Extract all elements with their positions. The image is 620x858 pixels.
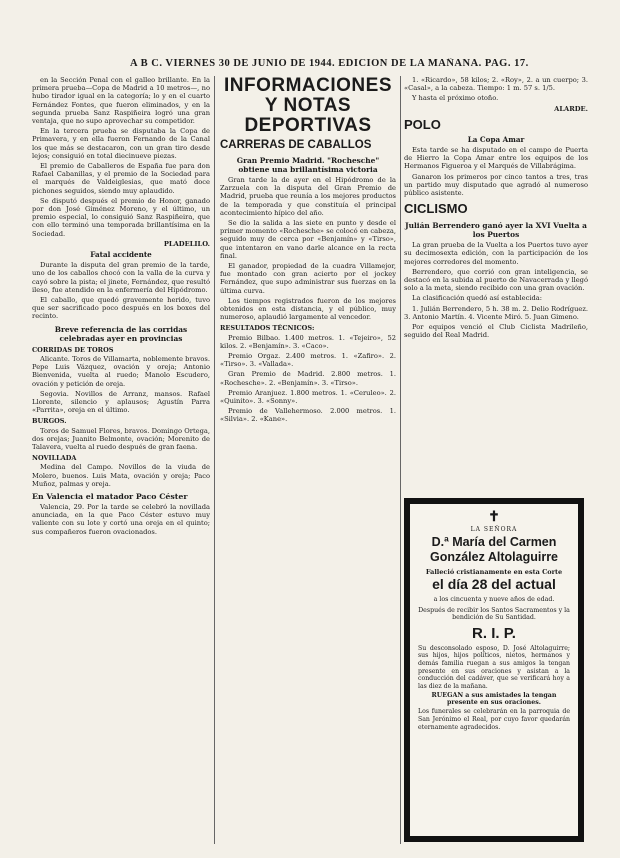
paragraph: Toros de Samuel Flores, bravos. Domingo Ortega, dos orejas; Juanito Belmonte, ovación; Morenito de Talavera, vuelta al ruedo después de gran faena. [32,426,210,451]
paragraph: La clasificación quedó así establecida: [412,294,543,303]
paragraph: Se disputó después el premio de Honor, ganado por don José Giménez Moreno, y el último, un premio especial, lo consiguió Sanz Raspiñeira, que con ello terminó una temporada brillantísima en la Sociedad. [32,196,210,238]
paragraph: El ganador, propiedad de la cuadra Villamejor, fue montado con gran acierto por el jockey Fernández, que supo administrar sus fuerzas en la última curva. [220,262,396,295]
column-middle [220,76,396,844]
paragraph: Se dio la salida a las siete en punto y desde el primer momento «Rochesche» se colocó en cabeza, seguido muy de cerca por «Benjamín» y «Tirso», que intentaron en vano darle alcance en la recta final. [220,219,396,260]
result-line: Premio Bilbao. 1.400 metros. 1. «Tejeiro», 52 kilos. 2. «Benjamín». 3. «Caco». [220,333,396,350]
headline-gran-premio: Gran Premio Madrid. "Rochesche" obtiene una brillantísima victoria [236,156,380,174]
headline-berrendero: Julián Berrendero ganó ayer la XVI Vuelta a los Puertos [405,221,587,240]
rip-mark: R. I. P. [472,624,516,642]
headline-fatal-accident: Fatal accidente [90,250,152,260]
result-line: Premio de Vallehermoso. 2.000 metros. 1. «Silvia». 2. «Kane». [220,407,396,424]
paragraph: Los tiempos registrados fueron de los mejores obtenidos en esta distancia, y el público, muy numeroso, aplaudió largamente al vencedor. [220,296,396,322]
obituary-request: RUEGAN a sus amistades la tengan presente en sus oraciones. [431,692,557,707]
obituary-notice [404,498,584,842]
headline-bullfights: Breve referencia de las corridas celebradas ayer en provincias [54,324,188,343]
headline-copa-amar: La Copa Amar [467,134,525,144]
paragraph: El caballo, que quedó gravemente herido, tuvo que ser sacrificado poco después en los boxes del recinto. [32,296,210,321]
column-left [32,76,210,844]
paragraph: en la Sección Penal con el galleo brillante. En la primera prueba—Copa de Madrid a 10 metros—, no hubo tirador igual en la categoría; lo y en el cuarto Fernández Fontes, que fueron eliminados, y en la segunda prueba Sanz Raspiñeira logró una gran ventaja, que no supo aprovechar su competidor. [32,76,210,126]
paragraph: 1. Julián Berrendero, 5 h. 38 m. 2. Delio Rodríguez. 3. Antonio Martín. 4. Vicente Miró. 5. Juan Gimeno. [404,304,588,321]
section-label: NOVILLADA [32,454,77,463]
headline-cester: En Valencia el matador Paco Céster [32,491,188,501]
paragraph: Por equipos venció el Club Ciclista Madrileño, seguido del Real Madrid. [404,323,588,340]
page-header: A B C. VIERNES 30 DE JUNIO DE 1944. EDICION DE LA MAÑANA. PAG. 17. [130,58,529,69]
paragraph: 1. «Ricardo», 58 kilos; 2. «Roy», 2. a un cuerpo; 3. «Casal», a la cabeza. Tiempo: 1 m. 57 s. 1/5. [404,76,588,93]
paragraph: Alicante. Toros de Villamarta, noblemente bravos. Pepe Luis Vázquez, ovación y oreja; Antonio Bienvenida, vuelta al ruedo; Manolo Escudero, ovación y petición de oreja. [32,354,210,388]
paragraph: Segovia. Novillos de Arranz, mansos. Rafael Llorente, silencio y aplausos; Agustín Parra «Parrita», oreja en el último. [32,389,210,415]
paragraph: Berrendero, que corrió con gran inteligencia, se destacó en la subida al puerto de Navacerrada y llegó solo a la meta, siendo recibido con una gran ovación. [404,267,588,293]
obituary-title: LA SEÑORA [470,526,518,533]
paragraph: Esta tarde se ha disputado en el campo de Puerta de Hierro la Copa Amar entre los equipos de los Hermanos Figueroa y el Marqués de Villabrágima. [404,146,588,171]
paragraph: Y hasta el próximo otoño. [412,94,499,103]
section-title-horse-racing: CARRERAS DE CABALLOS [220,139,372,151]
sacraments-line: Después de recibir los Santos Sacramentos y la bendición de Su Santidad. [418,606,570,622]
section-label: CORRIDAS DE TOROS [32,345,114,354]
section-label: BURGOS. [32,417,67,426]
obituary-body: Su desconsolado esposo, D. José Altolaguirre; sus hijos, hijos políticos, nietos, hermanos y demás familia ruegan a sus amigos la tengan presente en sus oraciones y asistan a la conducción del cadáver, que se verificará hoy a las diez de la mañana. [418,644,570,690]
death-notice: Falleció cristianamente en esta Corte [425,568,563,576]
cross-icon: ✝ [488,509,500,525]
result-line: Gran Premio de Madrid. 2.800 metros. 1. «Rochesche». 2. «Benjamín». 3. «Tirso». [220,370,396,387]
paragraph: La gran prueba de la Vuelta a los Puertos tuvo ayer su decimosexta edición, con la participación de los mejores corredores del momento. [404,241,588,266]
sports-banner: INFORMACIONES Y NOTAS DEPORTIVAS [224,76,392,136]
paragraph: Valencia, 29. Por la tarde se celebró la novillada anunciada, en la que Paco Céster estuvo muy valiente con su lote y cortó una oreja en el quinto; sus compañeros fueron ovacionados. [32,502,210,536]
paragraph: Ganaron los primeros por cinco tantos a tres, tras un partido muy disputado que agradó al numeroso público asistente. [404,172,588,198]
paragraph: Durante la disputa del gran premio de la tarde, uno de los caballos chocó con la valla de la curva y cayó sobre la pista; el jinete, Fernández, que resultó ileso, fue atendido en la enfermería del Hipódromo. [32,261,210,294]
result-line: Premio Aranjuez. 1.800 metros. 1. «Ceruleo». 2. «Quinito». 3. «Sonny». [220,388,396,406]
death-date: el día 28 del actual [432,576,556,592]
deceased-name: D.ª María del Carmen González Altolaguirre [429,535,559,564]
section-title-polo: POLO [404,116,441,132]
paragraph: En la tercera prueba se disputaba la Copa de Primavera, y en ella fueron Fernando de la Canal los que más se destacaron, con un gran tiro desde lejos; consiguió en total diecinueve piezas. [32,127,210,160]
section-label: RESULTADOS TÉCNICOS: [220,324,315,333]
paragraph: Medina del Campo. Novillos de la viuda de Molero, buenos. Luis Mata, ovación y oreja; Paco Muñoz, palmas y oreja. [32,463,210,488]
column-divider [400,76,401,844]
column-divider [214,76,215,844]
paragraph: Gran tarde la de ayer en el Hipódromo de la Zarzuela con la disputa del Gran Premio de Madrid, prueba que reunía a los mejores productos de la temporada y que constituía el principal acontecimiento hípico del año. [220,176,396,217]
obituary-footer: Los funerales se celebrarán en la parroquia de San Jerónimo el Real, por cuyo favor quedarán eternamente agradecidos. [418,708,570,731]
age-line: a los cincuenta y nueve años de edad. [433,596,555,603]
section-title-cycling: CICLISMO [404,201,468,217]
result-line: Premio Orgaz. 2.400 metros. 1. «Zafiro». 2. «Tirso». 3. «Vallada». [220,352,396,369]
paragraph: El premio de Caballeros de España fue para don Rafael Cabanillas, y el premio de la Sociedad para el marqués de Valdeiglesias, que mató doce pichones seguidos, siendo muy aplaudido. [32,162,210,195]
column-right [404,76,588,494]
signature: PLADELILO. [163,239,210,248]
signature: ALARDE. [554,104,588,113]
